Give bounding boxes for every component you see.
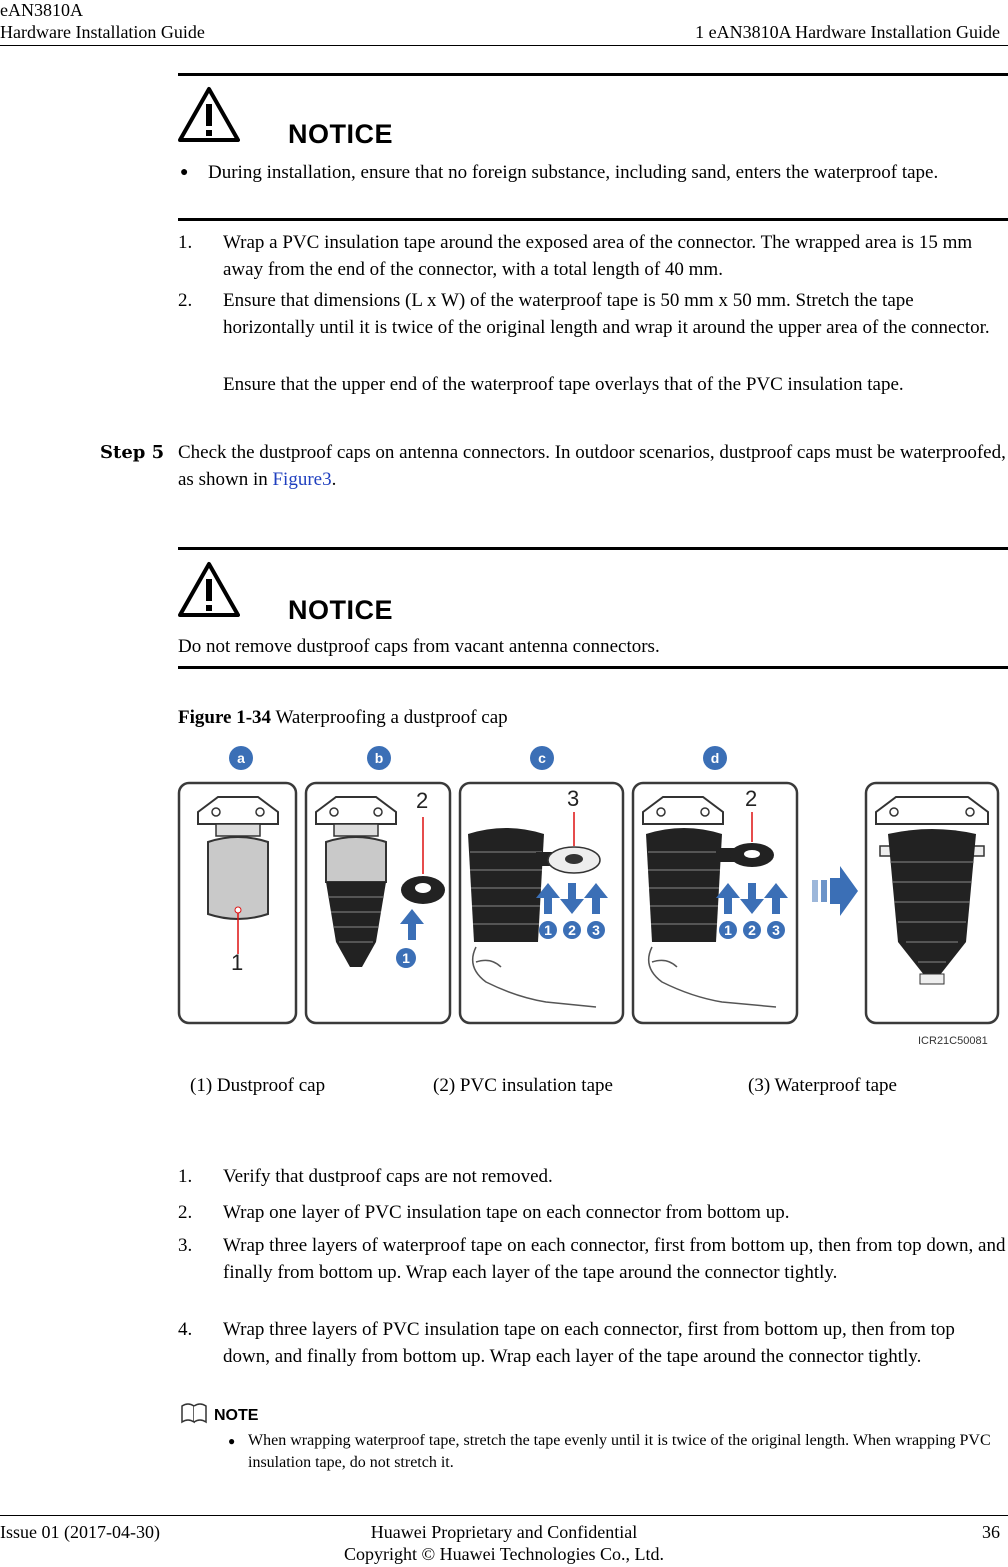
svg-text:d: d	[710, 750, 720, 766]
callout-number: 3	[567, 786, 580, 811]
callout-number: 2	[745, 786, 758, 811]
callout-number: 2	[416, 788, 429, 813]
panel-label-d	[703, 746, 727, 770]
legend-item: (3) Waterproof tape	[748, 1075, 897, 1096]
figure-code: ICR21C50081	[918, 1035, 988, 1047]
notice2-top-rule	[178, 547, 1008, 550]
step-text: Wrap a PVC insulation tape around the exposed area of the connector. The wrapped area is 15 mm away from the end of the connector, with a total length of 40 mm.	[223, 232, 973, 280]
footer-issue: Issue 01 (2017-04-30)	[0, 1522, 160, 1542]
note-book-icon	[180, 1402, 210, 1426]
step-number: 4.	[178, 1319, 193, 1340]
note-title: NOTE	[214, 1407, 259, 1424]
step-text: Ensure that dimensions (L x W) of the waterproof tape is 50 mm x 50 mm. Stretch the tape horizontally until it is twice of the original length and wrap it around the upper area of the connector.	[223, 290, 990, 338]
step-number: 3.	[178, 1235, 193, 1256]
svg-text:1: 1	[544, 922, 552, 938]
header-product: eAN3810A	[0, 0, 83, 20]
svg-text:2: 2	[568, 922, 576, 938]
page-number: 36	[982, 1522, 1000, 1542]
step5-end: .	[331, 469, 337, 490]
bullet-dot: ●	[228, 1434, 236, 1448]
step-text: Verify that dustproof caps are not removed.	[223, 1166, 553, 1187]
notice-title: NOTICE	[288, 119, 394, 149]
warning-icon	[178, 86, 240, 142]
notice2-bottom-rule	[178, 666, 1008, 669]
svg-text:3: 3	[772, 922, 780, 938]
step-number: 1.	[178, 1166, 193, 1187]
step-number: 1.	[178, 232, 193, 253]
step-number: 2.	[178, 1202, 193, 1223]
notice2-title: NOTICE	[288, 595, 394, 625]
legend-item: (2) PVC insulation tape	[433, 1075, 613, 1096]
svg-text:1: 1	[724, 922, 732, 938]
svg-text:2: 2	[748, 922, 756, 938]
warning-icon	[178, 561, 240, 617]
step-text: Wrap three layers of waterproof tape on each connector, first from bottom up, then from top down, and finally from bottom up. Wrap each layer of the tape around the connector tightly.	[223, 1235, 1006, 1283]
callout-number: 1	[231, 950, 244, 975]
header-guide: Hardware Installation Guide	[0, 22, 205, 42]
step-extra-text: Ensure that the upper end of the waterproof tape overlays that of the PVC insulation tape.	[223, 374, 904, 395]
waterproofing-illustration	[176, 742, 1002, 1052]
svg-text:c: c	[538, 750, 546, 766]
footer-copyright: Copyright © Huawei Technologies Co., Ltd.	[343, 1544, 665, 1564]
step5-paragraph	[178, 439, 1008, 493]
panel-label-b	[367, 746, 391, 770]
footer-rule	[0, 1515, 1008, 1516]
footer-confidential: Huawei Proprietary and Confidential	[370, 1522, 638, 1542]
step-text: Wrap one layer of PVC insulation tape on each connector from bottom up.	[223, 1202, 790, 1223]
figure-caption	[178, 704, 508, 731]
notice-bullet-text: During installation, ensure that no foreign substance, including sand, enters the waterproof tape.	[208, 162, 939, 183]
bullet-dot: ●	[180, 165, 189, 180]
header-rule	[0, 45, 1008, 46]
panel-label-a	[229, 746, 253, 770]
note-bullet-text: When wrapping waterproof tape, stretch the tape evenly until it is twice of the original length. When wrapping PVC insulation tape, do not stretch it.	[248, 1432, 991, 1471]
notice2-text: Do not remove dustproof caps from vacant antenna connectors.	[178, 636, 660, 657]
notice-bottom-rule	[178, 218, 1008, 221]
step5-label: Step 5	[100, 442, 165, 463]
figure-link[interactable]: Figure3	[272, 469, 332, 490]
step-text: Wrap three layers of PVC insulation tape on each connector, first from bottom up, then from top down, and finally from bottom up. Wrap each layer of the tape around the connector tightly.	[223, 1319, 955, 1367]
step5-text: Check the dustproof caps on antenna connectors. In outdoor scenarios, dustproof caps must be waterproofed, as shown in	[178, 442, 1006, 490]
svg-text:b: b	[374, 750, 384, 766]
arrow-number: 1	[402, 950, 410, 966]
legend-item: (1) Dustproof cap	[190, 1075, 326, 1096]
svg-text:a: a	[237, 750, 245, 766]
panel-label-c	[530, 746, 554, 770]
result-arrow-icon	[812, 866, 858, 916]
header-section: 1 eAN3810A Hardware Installation Guide	[695, 22, 1000, 42]
figure-label: Figure 1-34	[178, 707, 272, 728]
svg-text:3: 3	[592, 922, 600, 938]
step-number: 2.	[178, 290, 193, 311]
figure-title: Waterproofing a dustproof cap	[275, 707, 508, 728]
notice-top-rule	[178, 73, 1008, 76]
